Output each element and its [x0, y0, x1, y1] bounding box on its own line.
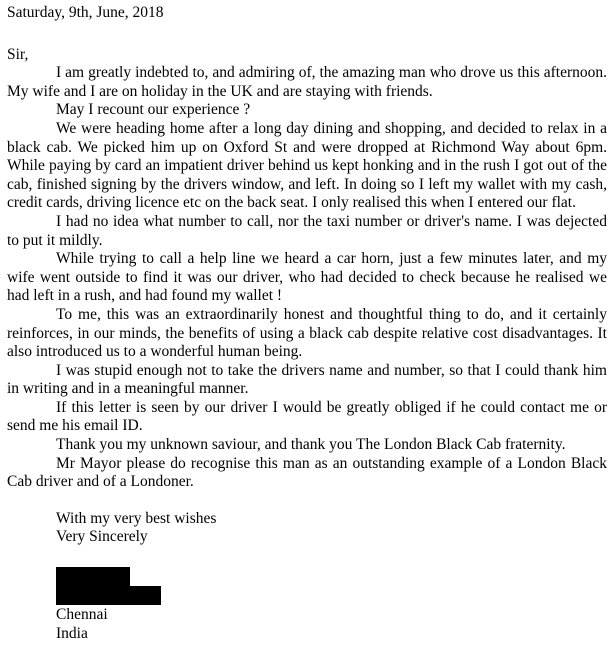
redaction-bar-top: [56, 567, 130, 586]
paragraph-return: While trying to call a help line we heard a car horn, just a few minutes later, and my wife went outside to find it was our driver, who had decided to check because he realised we had left in a rush, and had found my wallet !: [7, 250, 607, 305]
closing-sincerely: Very Sincerely: [56, 528, 148, 546]
paragraph-thanks: Thank you my unknown saviour, and thank you The London Black Cab fraternity.: [56, 436, 566, 454]
address-country: India: [56, 624, 88, 642]
paragraph-request: If this letter is seen by our driver I would be greatly obliged if he could contact me or send me his email ID.: [7, 398, 607, 435]
closing: [56, 510, 607, 547]
paragraph-incident: We were heading home after a long day dining and shopping, and decided to relax in a black cab. We picked him up on Oxford St and were dropped at Richmond Way about 6pm. While paying by card an impatient driver behind us kept honking and in the rush I got out of the cab, finished signing by the drivers window, and left. In doing so I left my wallet with my cash, credit cards, driving licence etc on the back seat. I only realised this when I entered our flat.: [7, 119, 607, 212]
address-city: Chennai: [56, 606, 108, 624]
letter-date: Saturday, 9th, June, 2018: [7, 4, 164, 21]
paragraph-recount: May I recount our experience ?: [56, 101, 251, 119]
salutation: Sir,: [7, 45, 29, 63]
paragraph-regret: I was stupid enough not to take the drivers name and number, so that I could thank him in writing and in a meaningful manner.: [7, 361, 607, 398]
paragraph-gratitude: I am greatly indebted to, and admiring of, the amazing man who drove us this afternoon. My wife and I are on holiday in the UK and are staying with friends.: [7, 64, 607, 100]
paragraph-mayor: Mr Mayor please do recognise this man as an outstanding example of a London Black Cab driver and of a Londoner.: [7, 454, 607, 491]
redacted-signature: [56, 567, 607, 606]
redaction-bar-bottom: [56, 586, 161, 605]
letter: [7, 4, 607, 643]
sender-address: [56, 606, 607, 643]
paragraph-dejected: I had no idea what number to call, nor the taxi number or driver's name. I was dejected to put it mildly.: [7, 212, 607, 249]
paragraph-honesty: To me, this was an extraordinarily honest and thoughtful thing to do, and it certainly reinforces, in our minds, the benefits of using a black cab despite relative cost disadvantages. It also introduced us to a wonderful human being.: [7, 305, 607, 361]
closing-wishes: With my very best wishes: [56, 509, 217, 527]
